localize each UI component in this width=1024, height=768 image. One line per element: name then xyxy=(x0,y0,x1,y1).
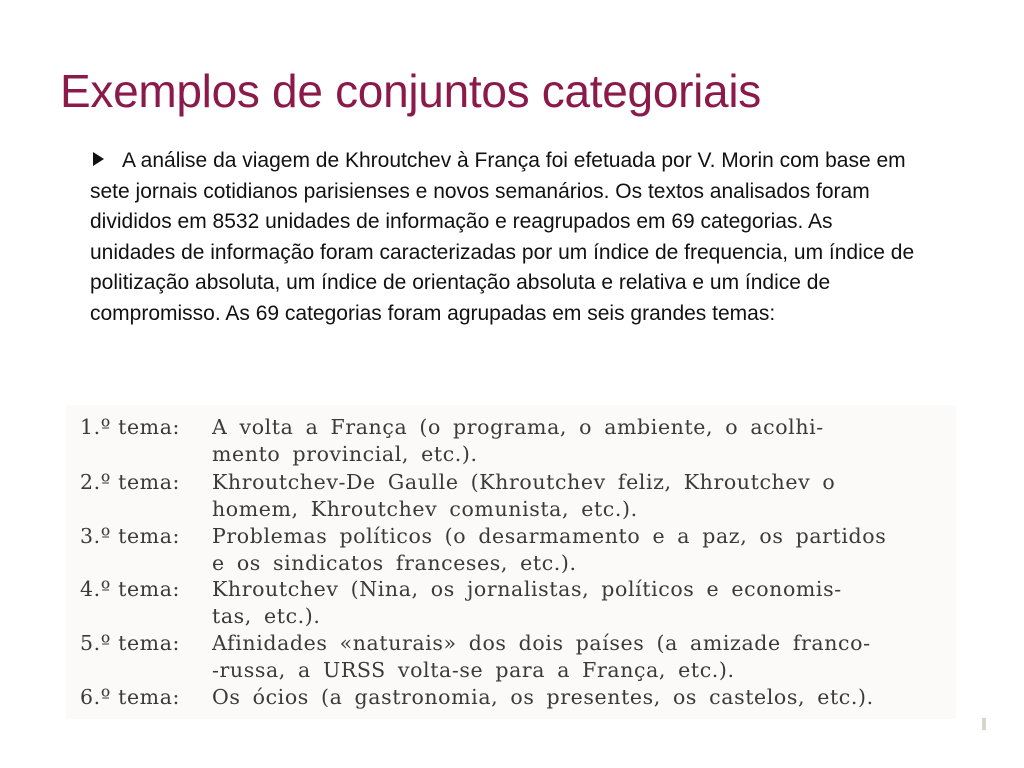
tema-text: Khroutchev (Nina, os jornalistas, políticos e economis- xyxy=(212,577,842,601)
tema-text: A volta a França (o programa, o ambiente, o acolhi- xyxy=(212,415,824,439)
tema-label: 3.º tema: xyxy=(80,524,181,548)
scan-artifact xyxy=(982,718,986,730)
tema-label: 6.º tema: xyxy=(80,685,181,709)
tema-label: 4.º tema: xyxy=(80,577,181,601)
tema-text: homem, Khroutchev comunista, etc.). xyxy=(212,497,638,521)
tema-text: e os sindicatos franceses, etc.). xyxy=(212,551,577,575)
tema-label: 1.º tema: xyxy=(80,415,181,439)
tema-label: 2.º tema: xyxy=(80,470,181,494)
tema-text: Os ócios (a gastronomia, os presentes, os castelos, etc.). xyxy=(212,685,874,709)
tema-text: Problemas políticos (o desarmamento e a paz, os partidos xyxy=(212,524,887,548)
tema-text: mento provincial, etc.). xyxy=(212,442,478,466)
tema-text: Khroutchev-De Gaulle (Khroutchev feliz, Khroutchev o xyxy=(212,470,836,494)
tema-text: -russa, a URSS volta-se para a França, etc.). xyxy=(212,658,735,682)
scanned-excerpt xyxy=(66,405,956,719)
body-paragraph xyxy=(90,146,920,329)
tema-label: 5.º tema: xyxy=(80,631,181,655)
slide-title: Exemplos de conjuntos categoriais xyxy=(60,65,761,117)
tema-text: tas, etc.). xyxy=(212,604,321,628)
arrow-bullet-icon xyxy=(93,152,104,166)
paragraph-text: A análise da viagem de Khroutchev à França foi efetuada por V. Morin com base em sete jornais cotidianos parisienses e novos semanários. Os textos analisados foram divididos em 8532 unidades de informação e reagrupados em 69 categorias. As unidades de informação foram caracterizadas por um índice de frequencia, um índice de politização absoluta, um índice de orientação absoluta e relativa e um índice de compromisso. As 69 categorias foram agrupadas em seis grandes temas: xyxy=(90,149,915,325)
tema-text: Afinidades «naturais» dos dois países (a amizade franco- xyxy=(212,631,871,655)
